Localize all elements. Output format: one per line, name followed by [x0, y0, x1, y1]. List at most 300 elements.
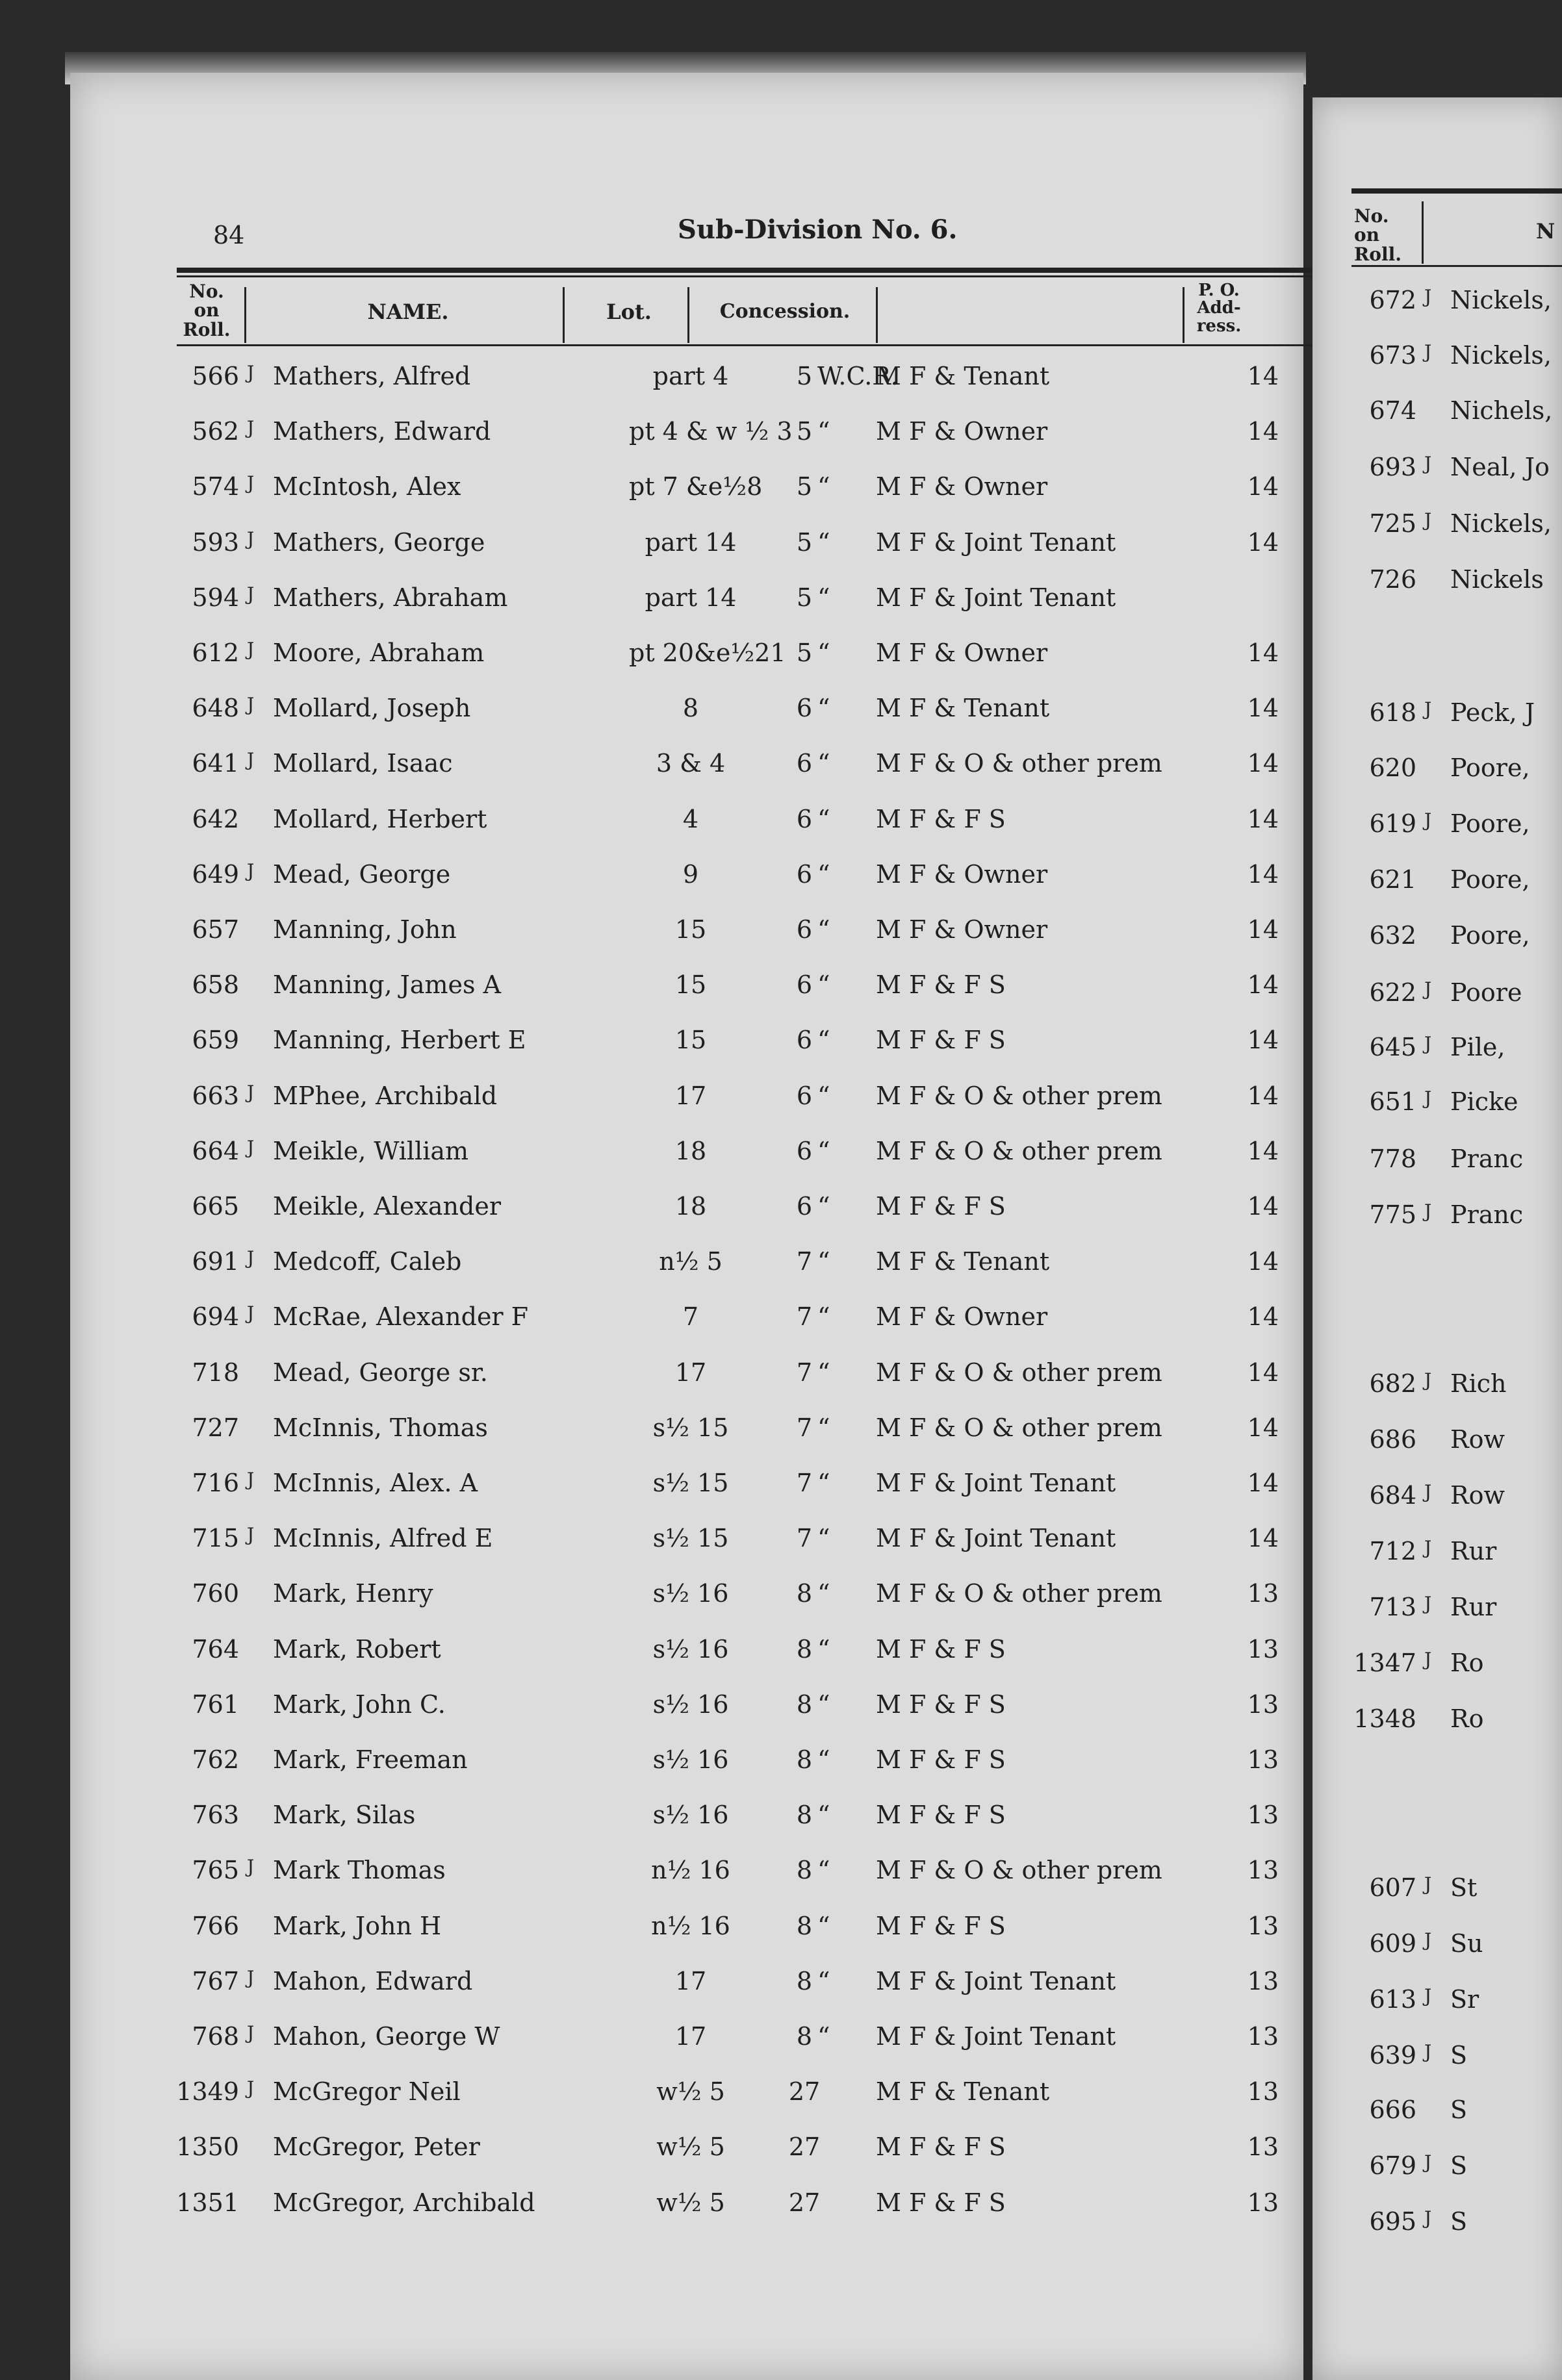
col-divider [1183, 287, 1184, 343]
col-header-lot: Lot. [606, 299, 652, 324]
right-table-row [1312, 1929, 1562, 1971]
qualification: M F & Tenant [876, 362, 1050, 390]
voter-name: Rur [1450, 1537, 1497, 1565]
concession: 7 [796, 1358, 813, 1387]
po-address: 13 [1247, 1911, 1279, 1940]
po-address: 13 [1247, 2077, 1279, 2107]
qualification: M F & Owner [876, 859, 1048, 889]
voter-name: S [1450, 2095, 1468, 2124]
roll-number: 767 [192, 1966, 239, 1995]
po-address: 14 [1247, 749, 1279, 778]
qualification: M F & Owner [876, 472, 1048, 501]
concession: 6 [796, 915, 813, 944]
roll-number: 641 [192, 749, 239, 778]
table-row [70, 1579, 1303, 1621]
table-row [70, 860, 1303, 902]
voter-name: Neal, Jo [1450, 453, 1550, 481]
po-address: 13 [1247, 1856, 1279, 1885]
voter-name: Nickels, [1450, 509, 1552, 538]
po-address: 14 [1247, 1469, 1279, 1497]
qualification: M F & Joint Tenant [876, 2022, 1116, 2051]
page-title: Sub-Division No. 6. [678, 214, 958, 245]
juror-mark: J [1424, 1200, 1432, 1222]
right-header-under-rule [1351, 265, 1562, 267]
concession: 8 [796, 1856, 813, 1885]
concession: 8 [796, 1579, 813, 1608]
roll-number: 657 [192, 915, 239, 944]
table-row [70, 1690, 1303, 1732]
roll-number: 593 [192, 527, 239, 557]
juror-mark: J [247, 417, 255, 439]
table-row [70, 639, 1303, 680]
col-divider [563, 287, 565, 343]
table-row [70, 2188, 1303, 2230]
po-address: 14 [1247, 859, 1279, 889]
right-table-row [1312, 2041, 1562, 2082]
table-row [70, 1358, 1303, 1400]
lot-number: s½ 16 [652, 1745, 729, 1774]
lot-number: 15 [674, 970, 707, 1000]
concession: 7 [796, 1413, 813, 1442]
juror-mark: J [1424, 2041, 1432, 2062]
voter-name: Mollard, Isaac [273, 749, 453, 778]
area: “ [817, 1469, 830, 1497]
voter-name: Mathers, Alfred [273, 362, 471, 390]
concession: 5 [796, 472, 813, 501]
voter-name: Mathers, Edward [273, 417, 491, 446]
roll-number: 618 [1369, 698, 1416, 727]
roll-number: 718 [192, 1358, 239, 1387]
roll-number: 1348 [1353, 1704, 1416, 1733]
right-table-row [1312, 1033, 1562, 1074]
roll-number: 1351 [176, 2188, 239, 2217]
right-table-row [1312, 1537, 1562, 1578]
area: “ [817, 1801, 830, 1830]
right-col-divider [1422, 201, 1424, 264]
roll-number: 658 [192, 970, 239, 1000]
qualification: M F & F S [876, 970, 1006, 1000]
juror-mark: J [247, 1081, 255, 1103]
area: “ [817, 1911, 830, 1940]
right-table-row [1312, 565, 1562, 607]
right-table-row [1312, 865, 1562, 907]
voter-name: Sr [1450, 1985, 1479, 2014]
lot-number: 18 [674, 1192, 707, 1221]
voter-name: Nickels, [1450, 286, 1552, 314]
header-under-rule [177, 344, 1318, 346]
lot-number: s½ 15 [652, 1524, 729, 1553]
po-address: 14 [1247, 527, 1279, 557]
roll-number: 694 [192, 1302, 239, 1332]
po-address: 14 [1247, 1358, 1279, 1387]
table-row [70, 694, 1303, 735]
qualification: M F & Owner [876, 639, 1048, 667]
juror-mark: J [247, 749, 255, 771]
roll-number: 684 [1369, 1481, 1416, 1510]
roll-number: 760 [192, 1579, 239, 1608]
table-row [70, 472, 1303, 514]
juror-mark: J [1424, 1985, 1432, 2007]
area: “ [817, 1745, 830, 1774]
voter-name: Mark Thomas [273, 1856, 446, 1885]
roll-number: 665 [192, 1192, 239, 1221]
qualification: M F & F S [876, 1634, 1006, 1664]
juror-mark: J [247, 1136, 255, 1158]
roll-number: 622 [1369, 978, 1416, 1007]
header-top-rule [177, 268, 1318, 273]
voter-name: Rich [1450, 1369, 1507, 1398]
right-table-row [1312, 1200, 1562, 1242]
concession: 5 [796, 417, 813, 446]
roll-number: 649 [192, 859, 239, 889]
voter-name: Mark, John H [273, 1911, 442, 1940]
concession: 8 [796, 1911, 813, 1940]
right-table-row [1312, 1481, 1562, 1523]
juror-mark: J [1424, 286, 1432, 307]
voter-name: S [1450, 2041, 1468, 2070]
roll-number: 766 [192, 1911, 239, 1940]
table-row [70, 528, 1303, 570]
area: “ [817, 1081, 830, 1110]
voter-name: McGregor, Peter [273, 2133, 480, 2162]
area: “ [817, 859, 830, 889]
table-row [70, 1635, 1303, 1677]
lot-number: pt 20&e½21 [629, 639, 786, 667]
juror-mark: J [247, 583, 255, 605]
table-row [70, 1247, 1303, 1289]
lot-number: 7 [682, 1302, 699, 1332]
roll-number: 716 [192, 1469, 239, 1497]
po-address: 14 [1247, 1247, 1279, 1276]
po-address: 14 [1247, 639, 1279, 667]
voter-name: McIntosh, Alex [273, 472, 461, 501]
juror-mark: J [247, 2077, 255, 2099]
po-address: 14 [1247, 804, 1279, 833]
voter-name: Pranc [1450, 1145, 1524, 1173]
qualification: M F & Tenant [876, 2077, 1050, 2107]
roll-number: 761 [192, 1690, 239, 1719]
juror-mark: J [1424, 978, 1432, 1000]
voter-name: Moore, Abraham [273, 639, 485, 667]
table-row [70, 1745, 1303, 1787]
voter-name: Peck, J [1450, 698, 1535, 727]
col-divider [876, 287, 878, 343]
roll-number: 639 [1369, 2041, 1416, 2070]
po-address: 14 [1247, 1026, 1279, 1055]
roll-number: 621 [1369, 865, 1416, 894]
voter-name: McInnis, Alfred E [273, 1524, 493, 1553]
lot-number: pt 4 & w ½ 3 [629, 417, 793, 446]
lot-number: 17 [674, 1358, 707, 1387]
table-row [70, 1302, 1303, 1344]
roll-number: 674 [1369, 396, 1416, 425]
voter-name: Nickels, [1450, 341, 1552, 370]
lot-number: 17 [674, 2022, 707, 2051]
voter-name: Su [1450, 1929, 1483, 1958]
qualification: M F & Joint Tenant [876, 527, 1116, 557]
area: “ [817, 1524, 830, 1553]
roll-number: 607 [1369, 1873, 1416, 1902]
voter-name: McGregor Neil [273, 2077, 461, 2107]
roll-number: 609 [1369, 1929, 1416, 1958]
voter-name: Nichels, [1450, 396, 1553, 425]
juror-mark: J [247, 1856, 255, 1878]
concession: 27 [788, 2188, 821, 2217]
juror-mark: J [1424, 1537, 1432, 1558]
juror-mark: J [1424, 453, 1432, 474]
voter-name: McInnis, Thomas [273, 1413, 488, 1442]
roll-number: 765 [192, 1856, 239, 1885]
concession: 27 [788, 2133, 821, 2162]
po-address: 13 [1247, 1745, 1279, 1774]
lot-number: 8 [682, 694, 699, 723]
voter-name: McGregor, Archibald [273, 2188, 535, 2217]
voter-name: Mathers, George [273, 527, 485, 557]
col-header-name: NAME. [367, 299, 449, 324]
roll-number: 713 [1369, 1593, 1416, 1621]
voter-name: Mathers, Abraham [273, 583, 508, 612]
area: “ [817, 749, 830, 778]
juror-mark: J [1424, 2151, 1432, 2173]
roll-number: 612 [192, 639, 239, 667]
qualification: M F & O & other prem [876, 1856, 1162, 1885]
roll-number: 659 [192, 1026, 239, 1055]
voter-name: Ro [1450, 1649, 1484, 1677]
roll-number: 672 [1369, 286, 1416, 314]
right-table-row [1312, 2095, 1562, 2137]
area: “ [817, 527, 830, 557]
concession: 8 [796, 1690, 813, 1719]
po-address: 14 [1247, 1192, 1279, 1221]
po-address: 14 [1247, 1136, 1279, 1165]
roll-number: 566 [192, 362, 239, 390]
lot-number: n½ 16 [651, 1856, 730, 1885]
concession: 5 [796, 583, 813, 612]
qualification: M F & Joint Tenant [876, 583, 1116, 612]
lot-number: s½ 15 [652, 1413, 729, 1442]
voter-name: Row [1450, 1425, 1505, 1454]
voter-name: Mark, John C. [273, 1690, 446, 1719]
table-row [70, 1026, 1303, 1067]
area: “ [817, 1856, 830, 1885]
voter-name: Picke [1450, 1087, 1518, 1116]
area: “ [817, 583, 830, 612]
concession: 8 [796, 1801, 813, 1830]
concession: 8 [796, 1745, 813, 1774]
right-table-row [1312, 1369, 1562, 1411]
qualification: M F & Joint Tenant [876, 1469, 1116, 1497]
juror-mark: J [1424, 1087, 1432, 1109]
voter-name: S [1450, 2207, 1468, 2236]
juror-mark: J [1424, 1649, 1432, 1670]
roll-number: 762 [192, 1745, 239, 1774]
voter-name: Mead, George [273, 859, 451, 889]
roll-number: 645 [1369, 1033, 1416, 1061]
juror-mark: J [247, 694, 255, 716]
roll-number: 775 [1369, 1200, 1416, 1229]
juror-mark: J [247, 472, 255, 494]
right-page [1312, 97, 1562, 2380]
voter-name: Medcoff, Caleb [273, 1247, 462, 1276]
voter-name: Mahon, Edward [273, 1966, 473, 1995]
roll-number: 1350 [176, 2133, 239, 2162]
po-address: 13 [1247, 1579, 1279, 1608]
right-table-row [1312, 509, 1562, 551]
area: “ [817, 639, 830, 667]
concession: 5 [796, 639, 813, 667]
table-row [70, 2022, 1303, 2064]
juror-mark: J [1424, 2207, 1432, 2229]
voter-name: Poore [1450, 978, 1522, 1007]
voter-name: Manning, John [273, 915, 457, 944]
area: “ [817, 1634, 830, 1664]
juror-mark: J [247, 527, 255, 550]
po-address: 14 [1247, 1302, 1279, 1332]
juror-mark: J [247, 1524, 255, 1546]
lot-number: s½ 16 [652, 1579, 729, 1608]
qualification: M F & O & other prem [876, 749, 1162, 778]
area: “ [817, 915, 830, 944]
page-number: 84 [213, 221, 245, 249]
table-row [70, 1082, 1303, 1123]
qualification: M F & O & other prem [876, 1579, 1162, 1608]
juror-mark: J [1424, 509, 1432, 531]
concession: 8 [796, 2022, 813, 2051]
table-row [70, 362, 1303, 403]
area: “ [817, 970, 830, 1000]
roll-number: 725 [1369, 509, 1416, 538]
lot-number: n½ 5 [659, 1247, 723, 1276]
roll-number: 686 [1369, 1425, 1416, 1454]
voter-name: Mahon, George W [273, 2022, 500, 2051]
right-table-row [1312, 286, 1562, 327]
qualification: M F & Owner [876, 417, 1048, 446]
roll-number: 1347 [1353, 1649, 1416, 1677]
qualification: M F & F S [876, 2133, 1006, 2162]
po-address: 14 [1247, 915, 1279, 944]
right-header-top-rule [1351, 188, 1562, 194]
right-table-row [1312, 1649, 1562, 1690]
roll-number: 679 [1369, 2151, 1416, 2180]
roll-number: 666 [1369, 2095, 1416, 2124]
area: “ [817, 1579, 830, 1608]
concession: 27 [788, 2077, 821, 2107]
table-row [70, 1912, 1303, 1953]
concession: 5 [796, 527, 813, 557]
voter-name: Mead, George sr. [273, 1358, 488, 1387]
voter-name: Mark, Freeman [273, 1745, 468, 1774]
roll-number: 574 [192, 472, 239, 501]
table-row [70, 1192, 1303, 1234]
area: “ [817, 1192, 830, 1221]
lot-number: 15 [674, 915, 707, 944]
roll-number: 651 [1369, 1087, 1416, 1116]
concession: 6 [796, 749, 813, 778]
area: “ [817, 1690, 830, 1719]
right-table-row [1312, 453, 1562, 494]
col-divider [687, 287, 689, 343]
qualification: M F & F S [876, 1801, 1006, 1830]
roll-number: 673 [1369, 341, 1416, 370]
qualification: M F & O & other prem [876, 1358, 1162, 1387]
juror-mark: J [247, 362, 255, 383]
qualification: M F & O & other prem [876, 1081, 1162, 1110]
area: “ [817, 1247, 830, 1276]
juror-mark: J [247, 1247, 255, 1269]
voter-name: Mark, Henry [273, 1579, 433, 1608]
qualification: M F & Owner [876, 915, 1048, 944]
concession: 6 [796, 1136, 813, 1165]
juror-mark: J [1424, 1593, 1432, 1614]
table-row [70, 2077, 1303, 2119]
voter-name: Manning, Herbert E [273, 1026, 526, 1055]
voter-name: Mollard, Herbert [273, 804, 487, 833]
col-header-roll: No. on Roll. [183, 281, 231, 340]
right-table-row [1312, 1425, 1562, 1467]
juror-mark: J [247, 639, 255, 660]
roll-number: 1349 [176, 2077, 239, 2107]
col-header-concession: Concession. [719, 300, 851, 323]
roll-number: 632 [1369, 921, 1416, 950]
qualification: M F & F S [876, 1690, 1006, 1719]
juror-mark: J [247, 1302, 255, 1324]
po-address: 13 [1247, 1801, 1279, 1830]
po-address: 13 [1247, 1966, 1279, 1995]
juror-mark: J [1424, 809, 1432, 831]
qualification: M F & Tenant [876, 1247, 1050, 1276]
concession: 6 [796, 970, 813, 1000]
right-table-row [1312, 341, 1562, 383]
concession: 8 [796, 1966, 813, 1995]
juror-mark: J [1424, 1033, 1432, 1054]
lot-number: 17 [674, 1966, 707, 1995]
roll-number: 768 [192, 2022, 239, 2051]
roll-number: 664 [192, 1136, 239, 1165]
roll-number: 682 [1369, 1369, 1416, 1398]
voter-name: Mark, Robert [273, 1634, 441, 1664]
roll-number: 594 [192, 583, 239, 612]
lot-number: s½ 16 [652, 1690, 729, 1719]
voter-name: Ro [1450, 1704, 1484, 1733]
lot-number: 9 [682, 859, 699, 889]
juror-mark: J [247, 2022, 255, 2044]
area: “ [817, 1966, 830, 1995]
right-table-row [1312, 921, 1562, 963]
table-row [70, 1856, 1303, 1897]
right-table-row [1312, 1593, 1562, 1634]
area: “ [817, 1358, 830, 1387]
voter-name: Mollard, Joseph [273, 694, 471, 723]
qualification: M F & Owner [876, 1302, 1048, 1332]
juror-mark: J [247, 1966, 255, 1988]
roll-number: 642 [192, 804, 239, 833]
right-table-row [1312, 1873, 1562, 1915]
right-table-row [1312, 1985, 1562, 2027]
left-page [70, 73, 1303, 2380]
po-address: 14 [1247, 1524, 1279, 1553]
concession: 7 [796, 1524, 813, 1553]
voter-name: Nickels [1450, 565, 1544, 594]
area: “ [817, 1302, 830, 1332]
juror-mark: J [1424, 1873, 1432, 1895]
voter-name: McRae, Alexander F [273, 1302, 529, 1332]
right-table-row [1312, 396, 1562, 438]
roll-number: 693 [1369, 453, 1416, 481]
table-row [70, 1801, 1303, 1842]
roll-number: 763 [192, 1801, 239, 1830]
area: “ [817, 472, 830, 501]
qualification: M F & Joint Tenant [876, 1966, 1116, 1995]
